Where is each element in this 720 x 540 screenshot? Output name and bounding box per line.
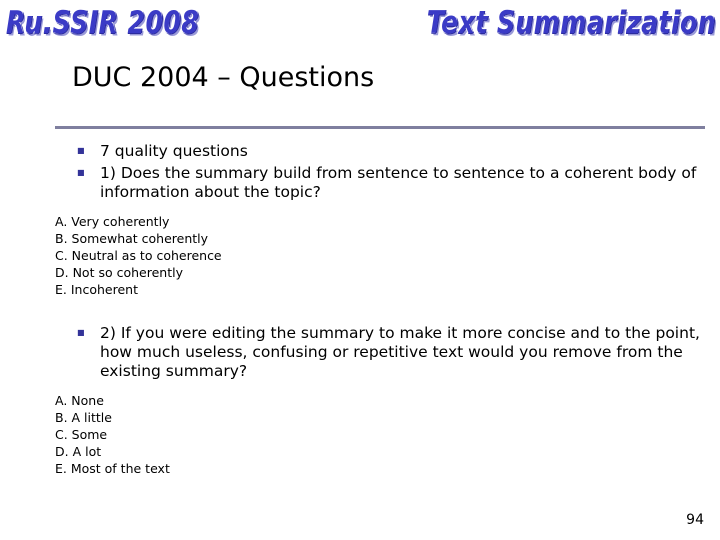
- spacer: [55, 298, 705, 324]
- list-item: A. None: [55, 393, 104, 408]
- list-item: E. Most of the text: [55, 461, 170, 476]
- list-item: C. Neutral as to coherence: [55, 248, 222, 263]
- list-item-label: 1) Does the summary build from sentence to sentence to a coherent body of information about the topic?: [100, 164, 697, 201]
- slide-body: [55, 142, 705, 477]
- list-item: B. Somewhat coherently: [55, 231, 209, 246]
- list-item-label: 2) If you were editing the summary to make it more concise and to the point, how much useless, confusing or repetitive text would you remove from the existing summary?: [100, 324, 700, 380]
- logo-text-summarization: Text Summarization: [426, 4, 716, 41]
- square-bullet-icon: [55, 142, 100, 163]
- list-item: A. Very coherently: [55, 214, 170, 229]
- square-bullet-icon: [55, 164, 100, 185]
- spacer: [55, 382, 705, 392]
- answer-options-question-2: [55, 392, 705, 477]
- list-item: [55, 164, 705, 202]
- logo-ru-ssir-2008: Ru.SSIR 2008: [6, 4, 200, 41]
- list-item-label: 7 quality questions: [100, 142, 248, 160]
- list-item: [55, 324, 705, 381]
- spacer: [55, 203, 705, 213]
- page-number: 94: [686, 512, 704, 528]
- answer-options-question-1: [55, 213, 705, 298]
- title-divider: [55, 126, 705, 129]
- list-item: [55, 142, 705, 163]
- list-item: C. Some: [55, 427, 108, 442]
- list-item: D. Not so coherently: [55, 265, 183, 280]
- square-bullet-icon: [55, 324, 100, 345]
- page-title: DUC 2004 – Questions: [72, 62, 375, 93]
- list-item: E. Incoherent: [55, 282, 138, 297]
- list-item: D. A lot: [55, 444, 102, 459]
- list-item: B. A little: [55, 410, 112, 425]
